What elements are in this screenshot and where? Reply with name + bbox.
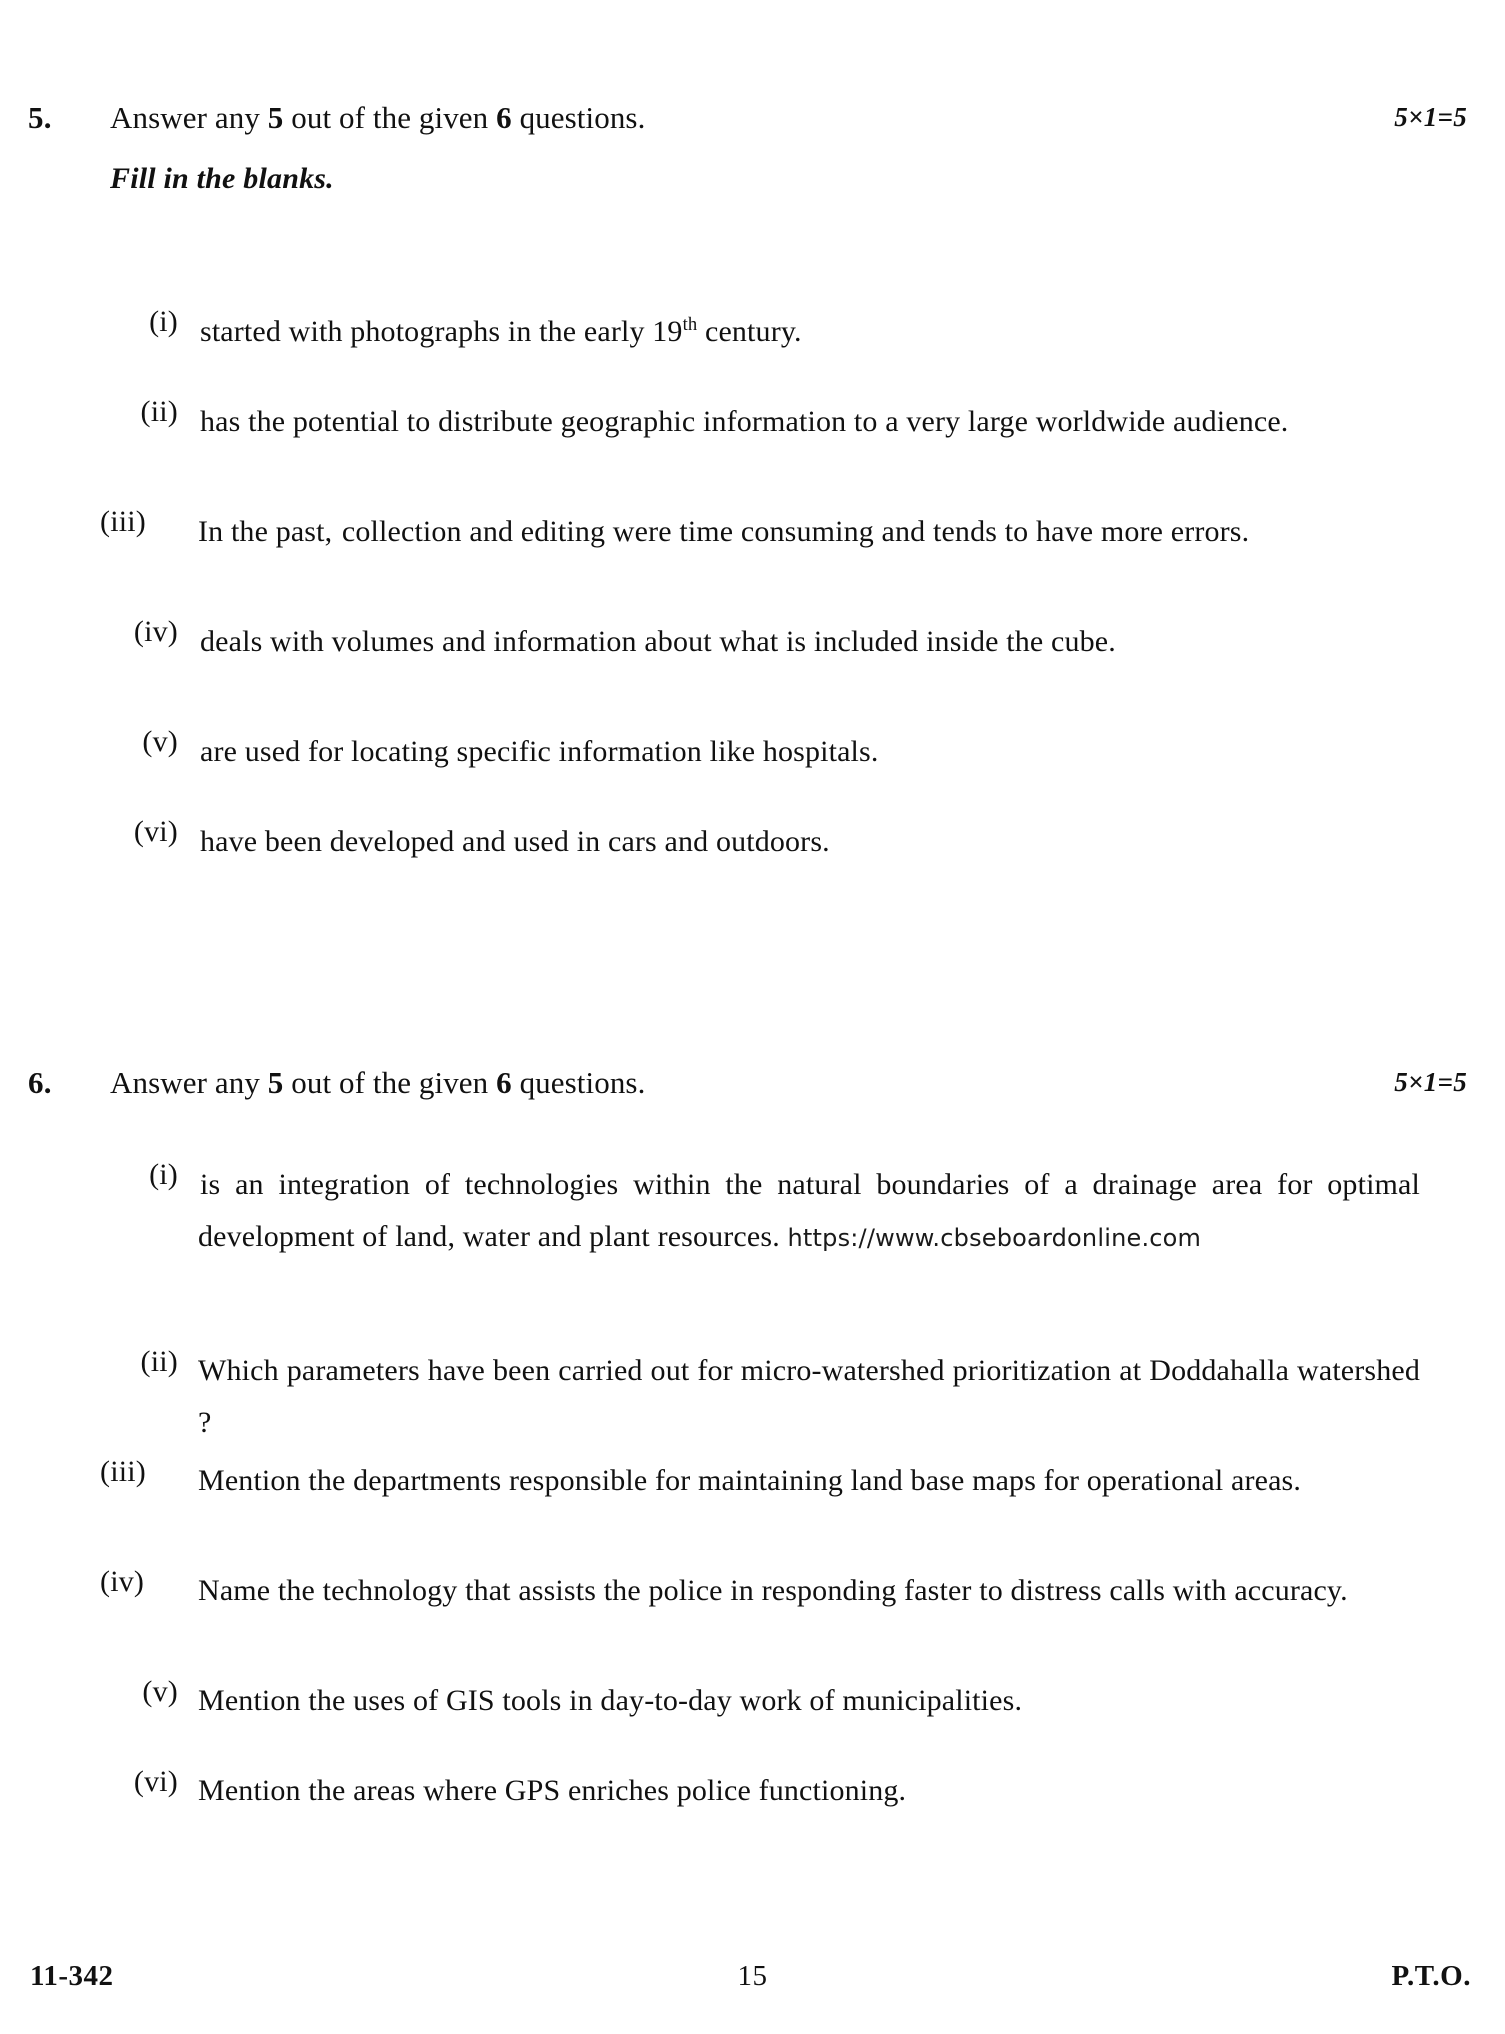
q5-item-vi [100,815,1420,868]
q6-item-i [100,1158,1420,1264]
q6-item-ii-text [198,1345,1420,1449]
q5-item-i-marker: (i) [149,305,178,338]
question-6-header [0,1065,1505,1111]
question-block-5 [0,100,1505,195]
q5-total-count: 6 [496,100,512,135]
q5-instruction-suffix: questions. [511,100,646,135]
q6-item-v [100,1675,1420,1727]
question-text-run: Mention the departments responsible for maintaining land base maps for operational areas. [198,1464,1302,1497]
question-block-6 [0,1065,1505,1111]
q5-item-i [100,305,1420,358]
question-5-subtitle: Fill in the blanks. [110,162,334,195]
q5-choose-count: 5 [267,100,284,135]
question-text-run: has the potential to distribute geographic information to a very large worldwide audience. [200,405,1289,438]
q6-item-iv-marker: (iv) [100,1565,145,1598]
question-text-run: Mention the areas where GPS enriches police functioning. [198,1774,907,1807]
q6-instruction-middle: out of the given [283,1065,497,1100]
q6-item-iii-marker: (iii) [100,1455,146,1488]
question-text-run: started with photographs in the early 19 [200,315,683,348]
question-text-run: deals with volumes and information about what is included inside the cube. [200,625,1116,658]
question-text-run: is an integration of technologies within the natural boundaries of a drainage area for optimal development of land, water and plant resources. [198,1168,1420,1253]
q6-item-vi-marker: (vi) [133,1765,178,1798]
q6-total-count: 6 [496,1065,512,1100]
question-text-run: are used for locating specific information like hospitals. [200,735,879,768]
q6-item-iv [100,1565,1420,1617]
q6-item-v-marker: (v) [142,1675,178,1708]
q6-item-vi-text [198,1765,1420,1817]
q6-instruction-suffix: questions. [511,1065,646,1100]
q5-item-v [100,725,1420,778]
q5-item-i-text [198,305,1420,358]
q5-item-iv [100,615,1420,668]
ordinal-suffix: th [682,314,698,335]
q6-item-iv-text [198,1565,1420,1617]
q6-item-iii-text [198,1455,1420,1507]
paper-code: 11-342 [30,1960,114,1992]
q6-item-iii [100,1455,1420,1507]
question-5-instruction [110,100,645,136]
page-footer [0,1960,1505,2000]
q6-item-v-text [198,1675,1420,1727]
q6-item-i-text [198,1158,1420,1264]
q5-item-ii-text [198,395,1420,448]
q5-instruction-prefix: Answer any [110,100,268,135]
question-text-run: Name the technology that assists the police in responding faster to distress calls with accuracy. [198,1574,1348,1607]
q6-item-vi [100,1765,1420,1817]
q6-instruction-prefix: Answer any [110,1065,268,1100]
q6-item-ii [100,1345,1420,1449]
q5-instruction-middle: out of the given [283,100,497,135]
q5-item-iii [100,505,1420,558]
q5-item-ii-marker: (ii) [140,395,178,428]
turn-over-indicator: P.T.O. [1391,1960,1471,1992]
q5-item-ii [100,395,1420,448]
q6-item-ii-marker: (ii) [140,1345,178,1378]
question-text-run: century. [697,315,802,348]
q5-item-iv-text [198,615,1420,668]
question-text-run: Mention the uses of GIS tools in day-to-day work of municipalities. [198,1684,1023,1717]
question-6-instruction [110,1065,645,1101]
q5-item-vi-marker: (vi) [133,815,178,848]
question-6-marks: 5×1=5 [1394,1067,1467,1097]
question-5-header [0,100,1505,146]
q6-choose-count: 5 [267,1065,284,1100]
question-5-marks: 5×1=5 [1394,102,1467,132]
question-6-number: 6. [28,1065,52,1100]
watermark-url: https://www.cbseboardonline.com [787,1224,1202,1252]
question-text-run: In the past, [198,515,340,548]
question-text-run: have been developed and used in cars and outdoors. [200,825,830,858]
q5-item-iv-marker: (iv) [133,615,178,648]
q5-item-v-text [198,725,1420,778]
q5-item-v-marker: (v) [142,725,178,758]
q6-item-i-marker: (i) [149,1158,178,1191]
question-text-run: Which parameters have been carried out for micro-watershed prioritization at Doddahalla watershed ? [198,1354,1420,1439]
question-text-run: collection and editing were time consuming and tends to have more errors. [341,515,1250,548]
q5-item-vi-text [198,815,1420,868]
page-number: 15 [737,1960,768,1992]
question-5-number: 5. [28,100,52,135]
q5-item-iii-marker: (iii) [100,505,146,538]
q5-item-iii-text [198,505,1420,558]
